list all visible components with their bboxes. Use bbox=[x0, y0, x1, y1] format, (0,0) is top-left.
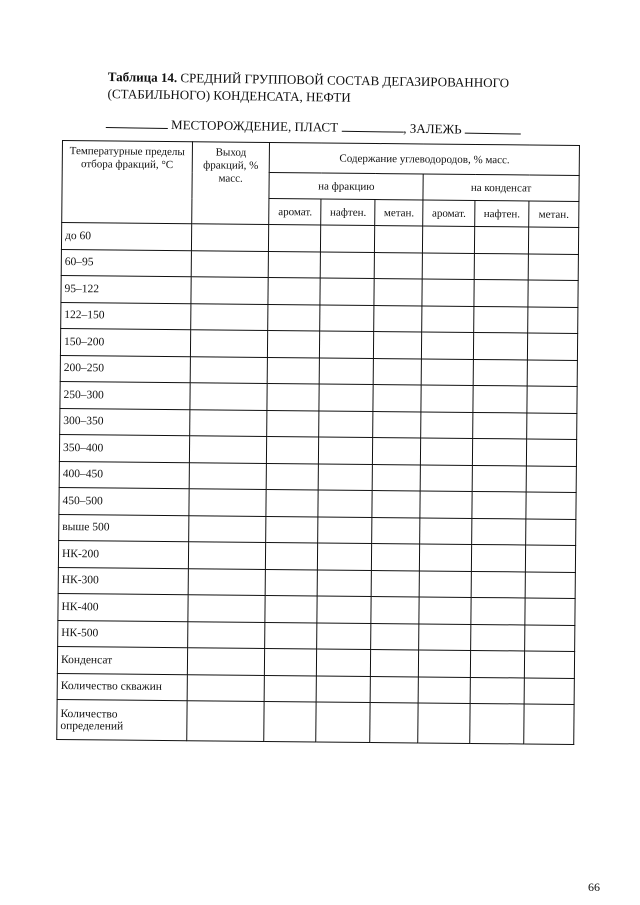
empty-cell bbox=[266, 542, 318, 569]
empty-cell bbox=[189, 489, 267, 516]
empty-cell bbox=[320, 357, 374, 384]
empty-cell bbox=[475, 226, 529, 253]
empty-cell bbox=[525, 545, 575, 572]
header-aromatic-fraction: аромат. bbox=[269, 198, 321, 224]
empty-cell bbox=[372, 464, 420, 491]
empty-cell bbox=[187, 674, 265, 701]
empty-cell bbox=[374, 252, 422, 279]
empty-cell bbox=[267, 463, 319, 490]
row-label: 150–200 bbox=[60, 328, 190, 356]
empty-cell bbox=[421, 411, 473, 438]
empty-cell bbox=[526, 465, 576, 492]
empty-cell bbox=[419, 570, 471, 597]
empty-cell bbox=[265, 648, 317, 675]
empty-cell bbox=[375, 226, 423, 253]
empty-cell bbox=[527, 386, 577, 413]
empty-cell bbox=[320, 331, 374, 358]
subtitle-field-label: МЕСТОРОЖДЕНИЕ, ПЛАСТ bbox=[167, 116, 342, 135]
empty-cell bbox=[373, 437, 421, 464]
row-label: Конденсат bbox=[57, 646, 187, 674]
empty-cell bbox=[189, 462, 267, 489]
empty-cell bbox=[266, 489, 318, 516]
empty-cell bbox=[524, 651, 574, 678]
empty-cell bbox=[372, 543, 420, 570]
table-subtitle bbox=[106, 116, 536, 139]
row-label: 400–450 bbox=[59, 461, 189, 489]
empty-cell bbox=[321, 251, 375, 278]
empty-cell bbox=[191, 277, 269, 304]
empty-cell bbox=[419, 623, 471, 650]
header-methane-condensate: метан. bbox=[529, 201, 579, 227]
empty-cell bbox=[318, 543, 372, 570]
empty-cell bbox=[372, 517, 420, 544]
empty-cell bbox=[373, 385, 421, 412]
empty-cell bbox=[526, 439, 576, 466]
empty-cell bbox=[422, 332, 474, 359]
empty-cell bbox=[472, 465, 526, 492]
empty-cell bbox=[319, 384, 373, 411]
empty-cell bbox=[472, 518, 526, 545]
empty-cell bbox=[421, 438, 473, 465]
empty-cell bbox=[418, 676, 470, 703]
row-label: выше 500 bbox=[59, 514, 189, 542]
row-label: НК-300 bbox=[58, 567, 188, 595]
empty-cell bbox=[316, 702, 370, 743]
header-per-fraction: на фракцию bbox=[269, 172, 423, 199]
empty-cell bbox=[317, 596, 371, 623]
row-label: 95–122 bbox=[61, 275, 191, 303]
empty-cell bbox=[371, 596, 419, 623]
empty-cell bbox=[524, 704, 574, 744]
empty-cell bbox=[191, 224, 269, 251]
empty-cell bbox=[473, 412, 527, 439]
empty-cell bbox=[472, 491, 526, 518]
header-per-condensate: на конденсат bbox=[423, 174, 579, 201]
empty-cell bbox=[189, 409, 267, 436]
empty-cell bbox=[265, 675, 317, 702]
header-hydrocarbon-content: Содержание углеводородов, % масс. bbox=[270, 142, 580, 175]
empty-cell bbox=[190, 303, 268, 330]
empty-cell bbox=[473, 438, 527, 465]
empty-cell bbox=[371, 623, 419, 650]
empty-cell bbox=[269, 251, 321, 278]
empty-cell bbox=[317, 622, 371, 649]
empty-cell bbox=[190, 330, 268, 357]
empty-cell bbox=[267, 383, 319, 410]
empty-cell bbox=[527, 359, 577, 386]
empty-cell bbox=[320, 278, 374, 305]
empty-cell bbox=[370, 702, 418, 742]
row-label: 450–500 bbox=[59, 487, 189, 515]
empty-cell bbox=[190, 383, 268, 410]
empty-cell bbox=[420, 517, 472, 544]
empty-cell bbox=[374, 305, 422, 332]
header-temperature-limits: Температурные пределы отбора фракций, °С bbox=[62, 141, 192, 224]
row-label: 250–300 bbox=[60, 381, 190, 409]
empty-cell bbox=[524, 677, 574, 704]
row-label: 350–400 bbox=[59, 434, 189, 462]
empty-cell bbox=[318, 490, 372, 517]
row-label: 60–95 bbox=[61, 249, 191, 277]
field-blank-line bbox=[106, 117, 168, 129]
empty-cell bbox=[374, 332, 422, 359]
empty-cell bbox=[473, 385, 527, 412]
empty-cell bbox=[525, 598, 575, 625]
empty-cell bbox=[317, 649, 371, 676]
empty-cell bbox=[264, 701, 316, 741]
composition-table bbox=[56, 140, 582, 745]
empty-cell bbox=[187, 648, 265, 675]
empty-cell bbox=[188, 515, 266, 542]
empty-cell bbox=[188, 568, 266, 595]
empty-cell bbox=[267, 410, 319, 437]
empty-cell bbox=[419, 650, 471, 677]
empty-cell bbox=[474, 332, 528, 359]
empty-cell bbox=[421, 358, 473, 385]
empty-cell bbox=[423, 226, 475, 253]
empty-cell bbox=[473, 359, 527, 386]
empty-cell bbox=[268, 357, 320, 384]
empty-cell bbox=[471, 624, 525, 651]
empty-cell bbox=[316, 675, 370, 702]
header-naphthenic-condensate: нафтен. bbox=[475, 200, 529, 227]
empty-cell bbox=[319, 437, 373, 464]
row-label: Количество скважин bbox=[57, 673, 187, 701]
row-label: 122–150 bbox=[61, 302, 191, 330]
empty-cell bbox=[319, 463, 373, 490]
row-label: НК-200 bbox=[58, 540, 188, 568]
row-label: до 60 bbox=[61, 223, 191, 251]
empty-cell bbox=[525, 571, 575, 598]
empty-cell bbox=[189, 436, 267, 463]
subtitle-deposit-label: , ЗАЛЕЖЬ bbox=[403, 120, 466, 137]
header-naphthenic-fraction: нафтен. bbox=[321, 199, 375, 226]
empty-cell bbox=[528, 227, 578, 254]
empty-cell bbox=[470, 703, 524, 744]
empty-cell bbox=[526, 518, 576, 545]
empty-cell bbox=[266, 569, 318, 596]
empty-cell bbox=[526, 492, 576, 519]
empty-cell bbox=[528, 306, 578, 333]
row-label: 300–350 bbox=[60, 408, 190, 436]
empty-cell bbox=[187, 621, 265, 648]
empty-cell bbox=[419, 597, 471, 624]
header-methane-fraction: метан. bbox=[375, 200, 423, 226]
empty-cell bbox=[528, 280, 578, 307]
table-number: Таблица 14. bbox=[107, 68, 178, 86]
row-label: 200–250 bbox=[60, 355, 190, 383]
empty-cell bbox=[267, 436, 319, 463]
empty-cell bbox=[373, 411, 421, 438]
empty-cell bbox=[474, 253, 528, 280]
empty-cell bbox=[472, 544, 526, 571]
empty-cell bbox=[527, 333, 577, 360]
empty-cell bbox=[422, 305, 474, 332]
table-row bbox=[57, 699, 574, 744]
empty-cell bbox=[268, 304, 320, 331]
table-title bbox=[107, 68, 527, 109]
deposit-blank-line bbox=[465, 123, 521, 135]
empty-cell bbox=[320, 304, 374, 331]
empty-cell bbox=[186, 701, 264, 742]
row-label: Количество определений bbox=[57, 699, 187, 740]
empty-cell bbox=[265, 595, 317, 622]
empty-cell bbox=[190, 356, 268, 383]
empty-cell bbox=[268, 330, 320, 357]
empty-cell bbox=[370, 676, 418, 703]
empty-cell bbox=[371, 649, 419, 676]
empty-cell bbox=[188, 595, 266, 622]
empty-cell bbox=[474, 306, 528, 333]
empty-cell bbox=[318, 516, 372, 543]
row-label: НК-400 bbox=[58, 593, 188, 621]
empty-cell bbox=[470, 650, 524, 677]
empty-cell bbox=[420, 491, 472, 518]
empty-cell bbox=[422, 252, 474, 279]
empty-cell bbox=[191, 250, 269, 277]
empty-cell bbox=[528, 253, 578, 280]
layer-blank-line bbox=[341, 121, 403, 133]
empty-cell bbox=[317, 569, 371, 596]
empty-cell bbox=[265, 622, 317, 649]
header-aromatic-condensate: аромат. bbox=[423, 200, 475, 226]
page-number: 66 bbox=[588, 880, 600, 894]
table-title-text: СРЕДНИЙ ГРУППОВОЙ СОСТАВ ДЕГАЗИРОВАННОГО (СТАБИЛЬНОГО) КОНДЕНСАТА, НЕФТИ bbox=[107, 70, 510, 105]
empty-cell bbox=[470, 677, 524, 704]
empty-cell bbox=[471, 571, 525, 598]
empty-cell bbox=[418, 703, 470, 743]
empty-cell bbox=[266, 516, 318, 543]
empty-cell bbox=[321, 225, 375, 252]
empty-cell bbox=[372, 490, 420, 517]
empty-cell bbox=[525, 624, 575, 651]
empty-cell bbox=[527, 412, 577, 439]
empty-cell bbox=[474, 279, 528, 306]
empty-cell bbox=[471, 597, 525, 624]
empty-cell bbox=[319, 410, 373, 437]
empty-cell bbox=[420, 544, 472, 571]
empty-cell bbox=[269, 224, 321, 251]
empty-cell bbox=[373, 358, 421, 385]
empty-cell bbox=[422, 279, 474, 306]
empty-cell bbox=[371, 570, 419, 597]
empty-cell bbox=[268, 277, 320, 304]
empty-cell bbox=[421, 385, 473, 412]
row-label: НК-500 bbox=[58, 620, 188, 648]
empty-cell bbox=[374, 279, 422, 306]
empty-cell bbox=[188, 542, 266, 569]
header-fraction-yield: Выход фракций, % масс. bbox=[191, 142, 270, 225]
empty-cell bbox=[420, 464, 472, 491]
